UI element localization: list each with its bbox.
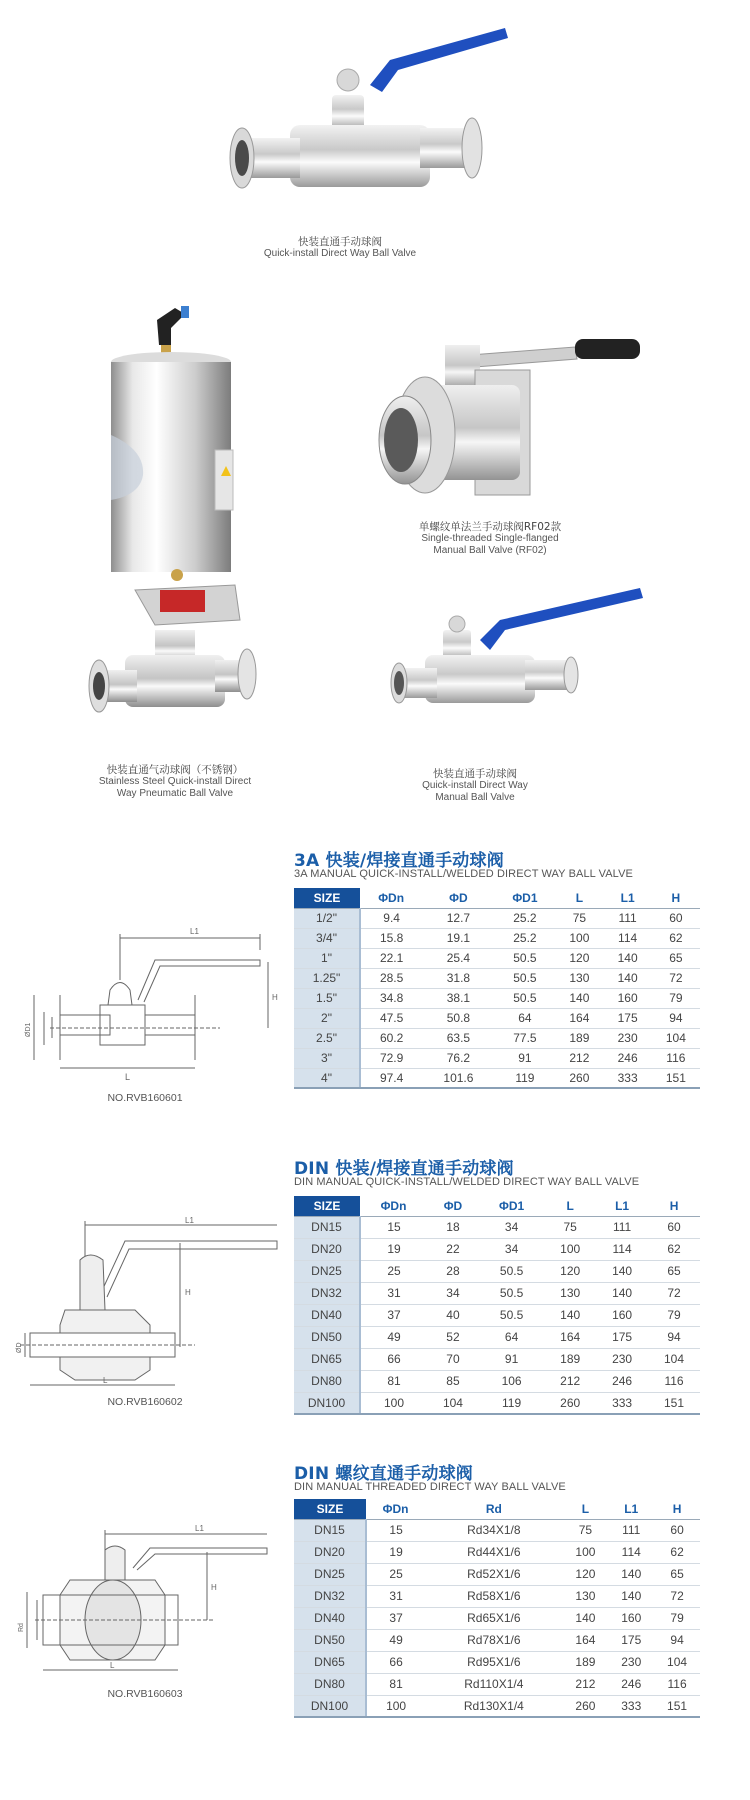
- value-cell: 75: [544, 1216, 596, 1238]
- value-cell: 66: [360, 1348, 427, 1370]
- size-cell: 3": [294, 1048, 360, 1068]
- column-header: H: [652, 888, 700, 908]
- value-cell: 31.8: [422, 968, 494, 988]
- value-cell: 65: [648, 1260, 700, 1282]
- value-cell: 333: [608, 1695, 654, 1717]
- value-cell: 260: [544, 1392, 596, 1414]
- svg-text:L: L: [103, 1376, 108, 1385]
- table-row: [294, 1541, 700, 1563]
- drawing-number: NO.RVB160602: [107, 1396, 183, 1408]
- value-cell: 100: [555, 928, 603, 948]
- value-cell: 116: [648, 1370, 700, 1392]
- table-row: [294, 1326, 700, 1348]
- section-subtitle-din-welded: DIN MANUAL QUICK-INSTALL/WELDED DIRECT WAY BALL VALVE: [294, 1176, 640, 1188]
- product-name-en: Stainless Steel Quick-install Direct: [98, 776, 252, 788]
- value-cell: Rd78X1/6: [425, 1629, 562, 1651]
- value-cell: 94: [648, 1326, 700, 1348]
- value-cell: 91: [495, 1048, 556, 1068]
- size-cell: DN65: [294, 1348, 360, 1370]
- value-cell: 62: [654, 1541, 700, 1563]
- value-cell: Rd44X1/6: [425, 1541, 562, 1563]
- svg-text:H: H: [185, 1288, 191, 1297]
- table-header-row: [294, 1499, 700, 1519]
- column-header: L: [563, 1499, 609, 1519]
- value-cell: 18: [427, 1216, 479, 1238]
- value-cell: 72: [648, 1282, 700, 1304]
- section-subtitle-din-threaded: DIN MANUAL THREADED DIRECT WAY BALL VALVE: [294, 1481, 566, 1493]
- table-body: [294, 908, 700, 1088]
- product-name-zh: 快装直通气动球阀（不锈钢）: [106, 764, 244, 776]
- value-cell: 19.1: [422, 928, 494, 948]
- value-cell: 28: [427, 1260, 479, 1282]
- svg-text:H: H: [272, 993, 278, 1002]
- ball-valve-blue-handle-icon: [220, 10, 510, 230]
- value-cell: 28.5: [360, 968, 422, 988]
- value-cell: 101.6: [422, 1068, 494, 1088]
- value-cell: 333: [596, 1392, 648, 1414]
- column-header: ΦD: [427, 1196, 479, 1216]
- value-cell: Rd34X1/8: [425, 1519, 562, 1541]
- value-cell: 175: [608, 1629, 654, 1651]
- column-header: ΦD1: [479, 1196, 544, 1216]
- value-cell: 66: [366, 1651, 425, 1673]
- table-row: [294, 1370, 700, 1392]
- column-header: L1: [596, 1196, 648, 1216]
- value-cell: 140: [555, 988, 603, 1008]
- product-name-zh: 快装直通手动球阀: [298, 236, 382, 248]
- value-cell: 64: [479, 1326, 544, 1348]
- value-cell: 120: [544, 1260, 596, 1282]
- value-cell: 230: [608, 1651, 654, 1673]
- size-cell: 1.25": [294, 968, 360, 988]
- value-cell: 22: [427, 1238, 479, 1260]
- value-cell: 40: [427, 1304, 479, 1326]
- value-cell: 111: [596, 1216, 648, 1238]
- value-cell: 97.4: [360, 1068, 422, 1088]
- value-cell: 140: [608, 1585, 654, 1607]
- svg-text:Rd: Rd: [18, 1623, 25, 1632]
- column-header: L: [555, 888, 603, 908]
- value-cell: 164: [544, 1326, 596, 1348]
- value-cell: 164: [563, 1629, 609, 1651]
- value-cell: 230: [604, 1028, 652, 1048]
- ball-valve-drawing-icon: [20, 920, 290, 1090]
- table-row: [294, 1673, 700, 1695]
- value-cell: 151: [648, 1392, 700, 1414]
- technical-drawing-3a: [20, 920, 290, 1090]
- product-name-zh: 快装直通手动球阀: [433, 768, 517, 780]
- table-row: [294, 1028, 700, 1048]
- table-row: [294, 1695, 700, 1717]
- value-cell: 140: [604, 948, 652, 968]
- size-cell: DN32: [294, 1585, 366, 1607]
- spec-table-3a: [294, 888, 700, 1089]
- product-name-en: Way Pneumatic Ball Valve: [116, 787, 234, 799]
- svg-text:ØD: ØD: [16, 1342, 23, 1353]
- value-cell: 140: [596, 1260, 648, 1282]
- value-cell: 34: [479, 1238, 544, 1260]
- value-cell: 75: [563, 1519, 609, 1541]
- value-cell: 37: [366, 1607, 425, 1629]
- value-cell: 100: [366, 1695, 425, 1717]
- size-cell: DN80: [294, 1370, 360, 1392]
- value-cell: 130: [563, 1585, 609, 1607]
- size-cell: DN100: [294, 1392, 360, 1414]
- size-cell: DN65: [294, 1651, 366, 1673]
- value-cell: 38.1: [422, 988, 494, 1008]
- value-cell: 12.7: [422, 908, 494, 928]
- value-cell: 25.2: [495, 908, 556, 928]
- svg-text:L: L: [125, 1072, 131, 1082]
- column-header: SIZE: [294, 888, 360, 908]
- value-cell: 15: [366, 1519, 425, 1541]
- value-cell: 160: [608, 1607, 654, 1629]
- value-cell: 114: [608, 1541, 654, 1563]
- value-cell: 111: [604, 908, 652, 928]
- size-cell: DN20: [294, 1541, 366, 1563]
- spec-table-din-welded: [294, 1196, 700, 1415]
- column-header: ΦDn: [360, 1196, 427, 1216]
- value-cell: 50.5: [495, 968, 556, 988]
- value-cell: 79: [654, 1607, 700, 1629]
- drawing-number: NO.RVB160601: [107, 1092, 183, 1104]
- value-cell: 34.8: [360, 988, 422, 1008]
- value-cell: 100: [360, 1392, 427, 1414]
- value-cell: 151: [654, 1695, 700, 1717]
- value-cell: Rd58X1/6: [425, 1585, 562, 1607]
- value-cell: 94: [654, 1629, 700, 1651]
- value-cell: 230: [596, 1348, 648, 1370]
- value-cell: 246: [596, 1370, 648, 1392]
- value-cell: 75: [555, 908, 603, 928]
- value-cell: Rd52X1/6: [425, 1563, 562, 1585]
- value-cell: 72: [652, 968, 700, 988]
- value-cell: 160: [604, 988, 652, 1008]
- threaded-ball-valve-drawing-icon: [15, 1520, 290, 1690]
- value-cell: 164: [555, 1008, 603, 1028]
- value-cell: 15: [360, 1216, 427, 1238]
- flanged-ball-valve-black-handle-icon: [365, 325, 645, 505]
- svg-text:H: H: [211, 1583, 217, 1592]
- table-row: [294, 928, 700, 948]
- value-cell: 91: [479, 1348, 544, 1370]
- size-cell: 2": [294, 1008, 360, 1028]
- table-header-row: [294, 1196, 700, 1216]
- column-header: ΦD1: [495, 888, 556, 908]
- size-cell: DN20: [294, 1238, 360, 1260]
- value-cell: 151: [652, 1068, 700, 1088]
- value-cell: 114: [596, 1238, 648, 1260]
- table-row: [294, 1216, 700, 1238]
- value-cell: 119: [479, 1392, 544, 1414]
- spec-table-din-threaded: [294, 1499, 700, 1718]
- value-cell: 64: [495, 1008, 556, 1028]
- size-cell: 1.5": [294, 988, 360, 1008]
- value-cell: 130: [555, 968, 603, 988]
- column-header: L1: [604, 888, 652, 908]
- column-header: Rd: [425, 1499, 562, 1519]
- value-cell: 9.4: [360, 908, 422, 928]
- product-photo-pneumatic-ball-valve: [85, 300, 285, 750]
- size-cell: DN50: [294, 1629, 366, 1651]
- value-cell: 60: [648, 1216, 700, 1238]
- table-row: [294, 1607, 700, 1629]
- value-cell: 189: [563, 1651, 609, 1673]
- value-cell: 260: [563, 1695, 609, 1717]
- size-cell: DN100: [294, 1695, 366, 1717]
- value-cell: 116: [654, 1673, 700, 1695]
- product-photo-rf02-ball-valve: [365, 325, 645, 505]
- value-cell: 246: [604, 1048, 652, 1068]
- size-cell: DN15: [294, 1216, 360, 1238]
- value-cell: 100: [544, 1238, 596, 1260]
- value-cell: 65: [654, 1563, 700, 1585]
- value-cell: 34: [427, 1282, 479, 1304]
- technical-drawing-din-welded: [15, 1215, 290, 1390]
- product-name-en: Manual Ball Valve (RF02): [433, 544, 547, 556]
- section-title-3a: 3A 快装/焊接直通手动球阀: [294, 851, 504, 871]
- value-cell: Rd110X1/4: [425, 1673, 562, 1695]
- value-cell: 106: [479, 1370, 544, 1392]
- table-row: [294, 1348, 700, 1370]
- product-name-en: Manual Ball Valve: [435, 791, 515, 803]
- value-cell: 49: [366, 1629, 425, 1651]
- value-cell: 49: [360, 1326, 427, 1348]
- value-cell: 140: [596, 1282, 648, 1304]
- table-row: [294, 1392, 700, 1414]
- column-header: H: [648, 1196, 700, 1216]
- value-cell: 175: [604, 1008, 652, 1028]
- svg-text:L1: L1: [195, 1524, 204, 1533]
- table-row: [294, 1563, 700, 1585]
- svg-text:L1: L1: [185, 1216, 194, 1225]
- ball-valve-blue-handle-icon: [385, 580, 645, 740]
- value-cell: 50.5: [479, 1260, 544, 1282]
- table-body: [294, 1216, 700, 1414]
- column-header: SIZE: [294, 1196, 360, 1216]
- value-cell: 72.9: [360, 1048, 422, 1068]
- value-cell: 260: [555, 1068, 603, 1088]
- value-cell: 333: [604, 1068, 652, 1088]
- value-cell: 104: [427, 1392, 479, 1414]
- value-cell: 111: [608, 1519, 654, 1541]
- value-cell: 31: [366, 1585, 425, 1607]
- svg-text:L: L: [110, 1661, 115, 1670]
- table-row: [294, 948, 700, 968]
- value-cell: 37: [360, 1304, 427, 1326]
- column-header: H: [654, 1499, 700, 1519]
- product-name-en: Quick-install Direct Way Ball Valve: [263, 248, 417, 260]
- size-cell: 4": [294, 1068, 360, 1088]
- table-row: [294, 1629, 700, 1651]
- value-cell: 212: [563, 1673, 609, 1695]
- column-header: L1: [608, 1499, 654, 1519]
- product-caption: [385, 768, 565, 803]
- value-cell: 22.1: [360, 948, 422, 968]
- table-row: [294, 1238, 700, 1260]
- value-cell: 25: [360, 1260, 427, 1282]
- size-cell: DN40: [294, 1304, 360, 1326]
- value-cell: Rd65X1/6: [425, 1607, 562, 1629]
- value-cell: 19: [366, 1541, 425, 1563]
- value-cell: 94: [652, 1008, 700, 1028]
- value-cell: 60: [652, 908, 700, 928]
- column-header: SIZE: [294, 1499, 366, 1519]
- size-cell: DN40: [294, 1607, 366, 1629]
- value-cell: 76.2: [422, 1048, 494, 1068]
- value-cell: 130: [544, 1282, 596, 1304]
- product-photo-quick-install-manual-ball-valve: [385, 580, 645, 740]
- table-header-row: [294, 888, 700, 908]
- value-cell: 246: [608, 1673, 654, 1695]
- table-body: [294, 1519, 700, 1717]
- product-name-en: Single-threaded Single-flanged: [421, 533, 559, 545]
- table-row: [294, 1048, 700, 1068]
- size-cell: 2.5": [294, 1028, 360, 1048]
- drawing-number: NO.RVB160603: [107, 1688, 183, 1700]
- value-cell: 25.2: [495, 928, 556, 948]
- value-cell: 114: [604, 928, 652, 948]
- column-header: ΦDn: [366, 1499, 425, 1519]
- value-cell: 120: [563, 1563, 609, 1585]
- ball-valve-section-drawing-icon: [15, 1215, 290, 1390]
- size-cell: 3/4": [294, 928, 360, 948]
- table-row: [294, 968, 700, 988]
- table-row: [294, 1519, 700, 1541]
- value-cell: 175: [596, 1326, 648, 1348]
- value-cell: 34: [479, 1216, 544, 1238]
- value-cell: 79: [652, 988, 700, 1008]
- column-header: L: [544, 1196, 596, 1216]
- value-cell: 25.4: [422, 948, 494, 968]
- pneumatic-actuator-valve-icon: [85, 300, 285, 750]
- value-cell: 52: [427, 1326, 479, 1348]
- table-row: [294, 988, 700, 1008]
- size-cell: DN25: [294, 1260, 360, 1282]
- table-row: [294, 1585, 700, 1607]
- value-cell: 72: [654, 1585, 700, 1607]
- column-header: ΦD: [422, 888, 494, 908]
- technical-drawing-din-threaded: [15, 1520, 290, 1690]
- value-cell: 50.5: [495, 988, 556, 1008]
- value-cell: 81: [366, 1673, 425, 1695]
- value-cell: 85: [427, 1370, 479, 1392]
- value-cell: 60.2: [360, 1028, 422, 1048]
- value-cell: 15.8: [360, 928, 422, 948]
- value-cell: 77.5: [495, 1028, 556, 1048]
- table-row: [294, 908, 700, 928]
- section-subtitle-3a: 3A MANUAL QUICK-INSTALL/WELDED DIRECT WAY BALL VALVE: [294, 868, 633, 880]
- value-cell: 19: [360, 1238, 427, 1260]
- value-cell: 120: [555, 948, 603, 968]
- value-cell: 47.5: [360, 1008, 422, 1028]
- value-cell: 212: [544, 1370, 596, 1392]
- column-header: ΦDn: [360, 888, 422, 908]
- value-cell: 81: [360, 1370, 427, 1392]
- size-cell: 1/2": [294, 908, 360, 928]
- value-cell: 62: [648, 1238, 700, 1260]
- size-cell: DN15: [294, 1519, 366, 1541]
- value-cell: 212: [555, 1048, 603, 1068]
- value-cell: 140: [563, 1607, 609, 1629]
- table-row: [294, 1008, 700, 1028]
- size-cell: DN32: [294, 1282, 360, 1304]
- value-cell: 140: [604, 968, 652, 988]
- table-row: [294, 1068, 700, 1088]
- table-row: [294, 1651, 700, 1673]
- value-cell: 50.5: [495, 948, 556, 968]
- value-cell: 50.8: [422, 1008, 494, 1028]
- value-cell: 60: [654, 1519, 700, 1541]
- value-cell: 62: [652, 928, 700, 948]
- value-cell: 63.5: [422, 1028, 494, 1048]
- value-cell: 104: [648, 1348, 700, 1370]
- product-name-en: Quick-install Direct Way: [422, 780, 528, 792]
- value-cell: Rd130X1/4: [425, 1695, 562, 1717]
- value-cell: 50.5: [479, 1304, 544, 1326]
- size-cell: DN25: [294, 1563, 366, 1585]
- value-cell: 100: [563, 1541, 609, 1563]
- section-title-din-threaded: DIN 螺纹直通手动球阀: [294, 1464, 473, 1484]
- table-row: [294, 1304, 700, 1326]
- value-cell: 65: [652, 948, 700, 968]
- value-cell: Rd95X1/6: [425, 1651, 562, 1673]
- value-cell: 31: [360, 1282, 427, 1304]
- product-name-zh: 单螺纹单法兰手动球阀RF02款: [418, 521, 562, 533]
- value-cell: 104: [652, 1028, 700, 1048]
- value-cell: 116: [652, 1048, 700, 1068]
- size-cell: DN50: [294, 1326, 360, 1348]
- section-title-din-welded: DIN 快装/焊接直通手动球阀: [294, 1159, 514, 1179]
- svg-text:L1: L1: [190, 927, 199, 936]
- svg-text:ØD1: ØD1: [25, 1022, 32, 1037]
- table-row: [294, 1282, 700, 1304]
- value-cell: 140: [544, 1304, 596, 1326]
- product-caption: [60, 764, 290, 799]
- value-cell: 70: [427, 1348, 479, 1370]
- product-photo-quick-install-ball-valve: [220, 10, 510, 230]
- product-caption: [200, 236, 480, 260]
- table-row: [294, 1260, 700, 1282]
- value-cell: 104: [654, 1651, 700, 1673]
- value-cell: 160: [596, 1304, 648, 1326]
- value-cell: 140: [608, 1563, 654, 1585]
- value-cell: 119: [495, 1068, 556, 1088]
- product-caption: [380, 521, 600, 556]
- value-cell: 50.5: [479, 1282, 544, 1304]
- size-cell: 1": [294, 948, 360, 968]
- value-cell: 25: [366, 1563, 425, 1585]
- size-cell: DN80: [294, 1673, 366, 1695]
- value-cell: 189: [555, 1028, 603, 1048]
- value-cell: 189: [544, 1348, 596, 1370]
- value-cell: 79: [648, 1304, 700, 1326]
